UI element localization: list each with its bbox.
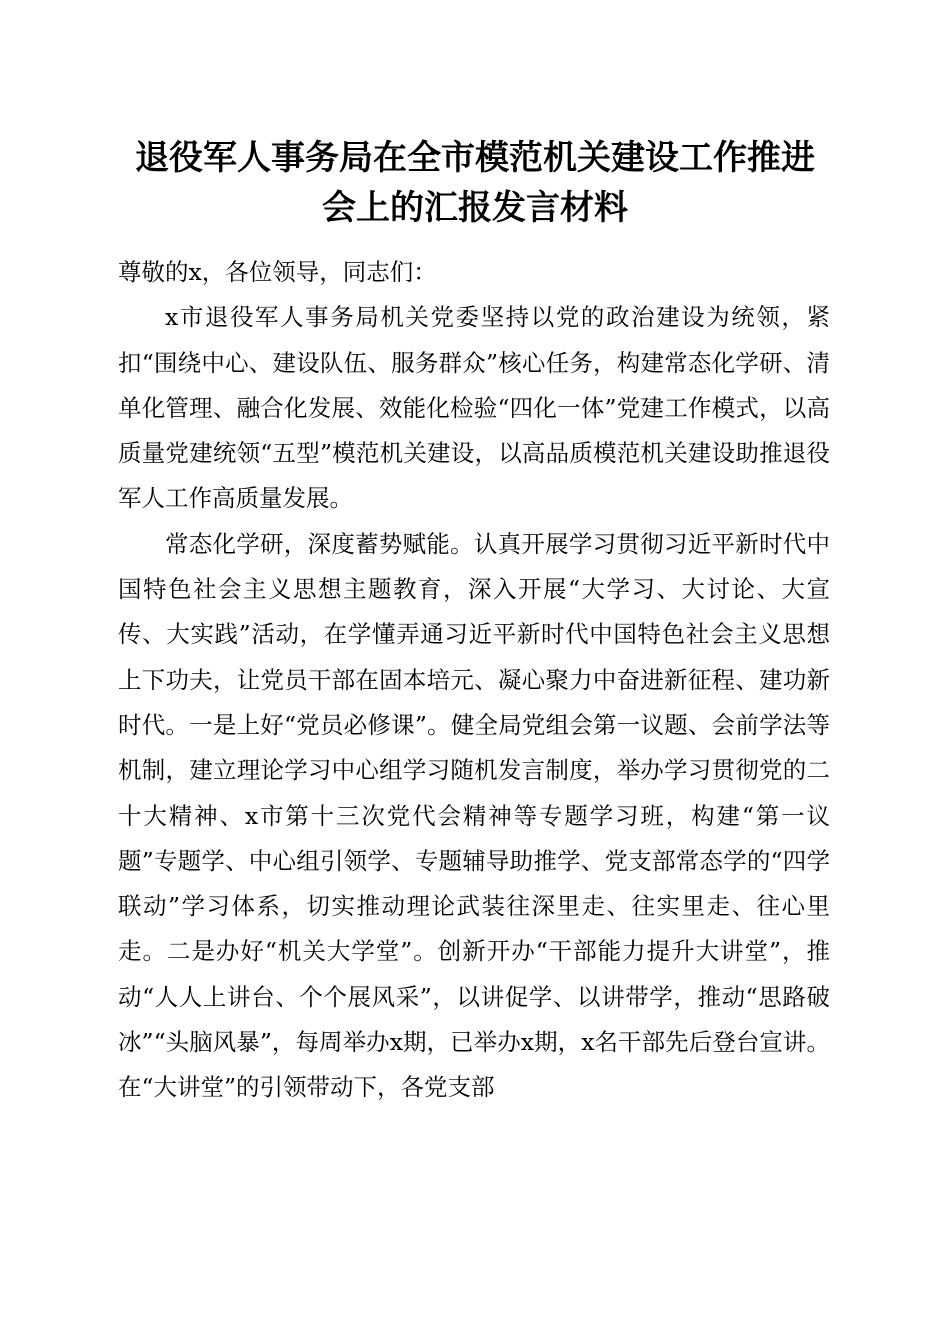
- title-line-2: 会上的汇报发言材料: [322, 188, 628, 228]
- document-body: [118, 250, 830, 1111]
- paragraph-intro: x市退役军人事务局机关党委坚持以党的政治建设为统领，紧扣“围绕中心、建设队伍、服务群众”核心任务，构建常态化学研、清单化管理、融合化发展、效能化检验“四化一体”党建工作模式，以高质量党建统领“五型”模范机关建设，以高品质模范机关建设助推退役军人工作高质量发展。: [118, 303, 830, 513]
- paragraph-study: 常态化学研，深度蓄势赋能。认真开展学习贯彻习近平新时代中国特色社会主义思想主题教育，深入开展“大学习、大讨论、大宣传、大实践”活动，在学懂弄通习近平新时代中国特色社会主义思想上下功夫，让党员干部在固本培元、凝心聚力中奋进新征程、建功新时代。一是上好“党员必修课”。健全局党组会第一议题、会前学法等机制，建立理论学习中心组学习随机发言制度，举办学习贯彻党的二十大精神、x市第十三次党代会精神等专题学习班，构建“第一议题”专题学、中心组引领学、专题辅导助推学、党支部常态学的“四学联动”学习体系，切实推动理论武装往深里走、往实里走、往心里走。二是办好“机关大学堂”。创新开办“干部能力提升大讲堂”，推动“人人上讲台、个个展风采”，以讲促学、以讲带学，推动“思路破冰”“头脑风暴”，每周举办x期，已举办x期，x名干部先后登台宣讲。在“大讲堂”的引领带动下，各党支部: [118, 529, 830, 1102]
- salutation: 尊敬的x，各位领导，同志们：: [118, 258, 437, 286]
- title-line-1: 退役军人事务局在全市模范机关建设工作推进: [135, 138, 815, 178]
- document-title: [110, 133, 840, 233]
